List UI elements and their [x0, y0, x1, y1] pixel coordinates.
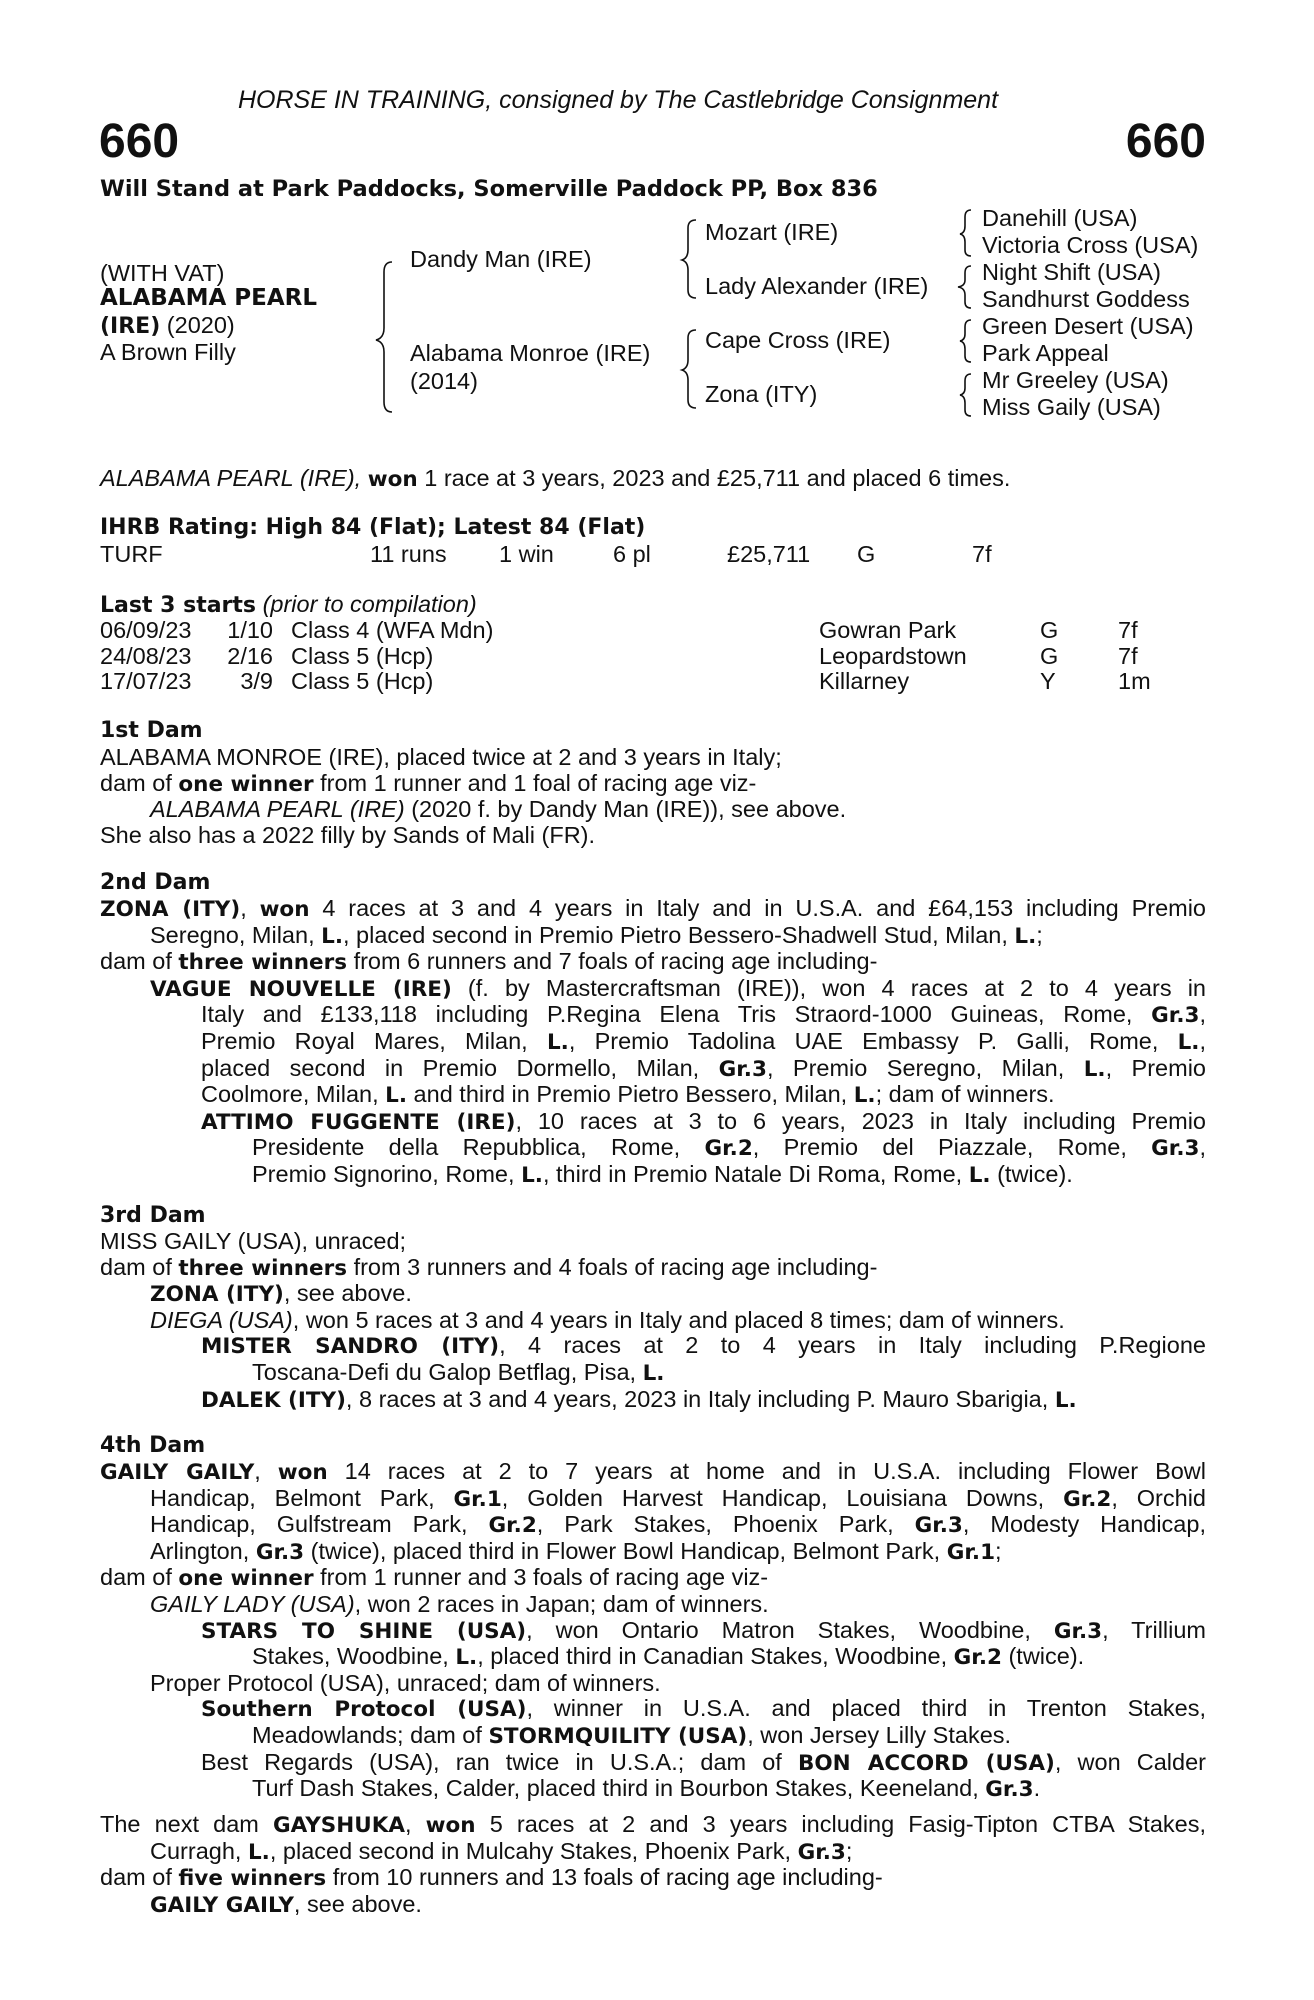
start-pos: 1/10 — [227, 617, 273, 643]
pedigree-gg3: Night Shift (USA) — [982, 259, 1161, 285]
fourth-dam-heading: 4th Dam — [100, 1433, 206, 1458]
rating-going: G — [857, 541, 876, 567]
first-dam-heading: 1st Dam — [100, 718, 203, 743]
pedigree-dam-dam: Zona (ITY) — [705, 381, 818, 407]
start-race: Class 5 (Hcp) — [291, 642, 434, 669]
rating-row — [0, 541, 1314, 569]
stand-location: Will Stand at Park Paddocks, Somerville Paddock PP, Box 836 — [100, 176, 878, 202]
rating-surface: TURF — [100, 541, 163, 567]
start-pos: 2/16 — [227, 642, 273, 669]
start-dist: 1m — [1118, 668, 1151, 694]
race-summary: ALABAMA PEARL (IRE), won 1 race at 3 years, 2023 and £25,711 and placed 6 times. — [100, 465, 1011, 492]
pedigree-gg2: Victoria Cross (USA) — [982, 232, 1199, 258]
third-dam-text: MISS GAILY (USA), unraced; dam of three winners from 3 runners and 4 foals of racing age including- ZONA (ITY), see above. DIEGA (USA), won 5 races at 3 and 4 years in Italy and placed 8 times; dam of winners. MISTER SANDRO (ITY), 4 races at 2 to 4 years in Italy including P.Regione Toscana-Defi du Galop Betflag, Pisa, L. DALEK (ITY), 8 races at 3 and 4 years, 2023 in Italy including P. Mauro Sbarigia, L. — [100, 1228, 1206, 1413]
start-course: Killarney — [819, 668, 910, 694]
pedigree-gg1: Danehill (USA) — [982, 205, 1138, 231]
start-date: 17/07/23 — [100, 668, 192, 694]
pedigree-sire-dam: Lady Alexander (IRE) — [705, 273, 929, 299]
horse-name-suffix: (IRE) (2020) — [100, 312, 235, 339]
pedigree-gg8: Miss Gaily (USA) — [982, 394, 1161, 420]
start-race: Class 4 (WFA Mdn) — [291, 617, 494, 643]
rating-distance: 7f — [972, 541, 992, 567]
rating-placed: 6 pl — [613, 541, 651, 567]
start-going: G — [1040, 642, 1059, 669]
pedigree-gg4: Sandhurst Goddess — [982, 286, 1190, 312]
start-row — [0, 617, 1314, 643]
start-dist: 7f — [1118, 617, 1138, 643]
start-race: Class 5 (Hcp) — [291, 668, 434, 694]
second-dam-heading: 2nd Dam — [100, 870, 211, 895]
next-dam-text: The next dam GAYSHUKA, won 5 races at 2 and 3 years including Fasig-Tipton CTBA Stakes, Curragh, L., placed second in Mulcahy Stakes, Phoenix Park, Gr.3; dam of five winners from 10 runners and 13 foals of racing age including- GAILY GAILY, see above. — [100, 1811, 1206, 1918]
last-starts-title: Last 3 starts (prior to compilation) — [100, 591, 477, 618]
consignment-line: HORSE IN TRAINING, consigned by The Castlebridge Consignment — [238, 86, 999, 114]
rating-earnings: £25,711 — [727, 541, 811, 567]
lot-number-left: 660 — [99, 115, 180, 168]
vat-note: (WITH VAT) — [100, 260, 225, 286]
second-dam-text: ZONA (ITY), won 4 races at 3 and 4 years in Italy and in U.S.A. and £64,153 including Premio Seregno, Milan, L., placed second in Premio Pietro Bessero-Shadwell Stud, Milan, L.; dam of three winners from 6 runners and 7 foals of racing age including- VAGUE NOUVELLE (IRE) (f. by Mastercraftsman (IRE)), won 4 races at 2 to 4 years in Italy and £133,118 including P.Regina Elena Tris Straord-1000 Guineas, Rome, Gr.3, Premio Royal Mares, Milan, L., Premio Tadolina UAE Embassy P. Galli, Rome, L., placed second in Premio Dormello, Milan, Gr.3, Premio Seregno, Milan, L., Premio Coolmore, Milan, L. and third in Premio Pietro Bessero, Milan, L.; dam of winners. ATTIMO FUGGENTE (IRE), 10 races at 3 to 6 years, 2023 in Italy including Premio Presidente della Repubblica, Rome, Gr.2, Premio del Piazzale, Rome, Gr.3, Premio Signorino, Rome, L., third in Premio Natale Di Roma, Rome, L. (twice). — [100, 895, 1207, 1188]
start-going: G — [1040, 617, 1059, 643]
start-pos: 3/9 — [240, 668, 273, 694]
rating-runs: 11 runs — [370, 541, 447, 567]
third-dam-heading: 3rd Dam — [100, 1203, 206, 1228]
horse-name: ALABAMA PEARL — [100, 285, 318, 311]
rating-title: IHRB Rating: High 84 (Flat); Latest 84 (Flat) — [100, 515, 646, 540]
start-date: 06/09/23 — [100, 617, 192, 643]
start-row — [0, 668, 1314, 694]
pedigree-gg6: Park Appeal — [982, 340, 1109, 366]
horse-description: A Brown Filly — [100, 339, 236, 365]
pedigree-gg7: Mr Greeley (USA) — [982, 367, 1169, 393]
pedigree-sire-sire: Mozart (IRE) — [705, 219, 839, 245]
pedigree-sire: Dandy Man (IRE) — [410, 246, 592, 272]
start-course: Gowran Park — [819, 617, 957, 643]
fourth-dam-text: GAILY GAILY, won 14 races at 2 to 7 years at home and in U.S.A. including Flower Bowl Handicap, Belmont Park, Gr.1, Golden Harvest Handicap, Louisiana Downs, Gr.2, Orchid Handicap, Gulfstream Park, Gr.2, Park Stakes, Phoenix Park, Gr.3, Modesty Handicap, Arlington, Gr.3 (twice), placed third in Flower Bowl Handicap, Belmont Park, Gr.1; dam of one winner from 1 runner and 3 foals of racing age viz- GAILY LADY (USA), won 2 races in Japan; dam of winners. STARS TO SHINE (USA), won Ontario Matron Stakes, Woodbine, Gr.3, Trillium Stakes, Woodbine, L., placed third in Canadian Stakes, Woodbine, Gr.2 (twice). Proper Protocol (USA), unraced; dam of winners. Southern Protocol (USA), winner in U.S.A. and placed third in Trenton Stakes, Meadowlands; dam of STORMQUILITY (USA), won Jersey Lilly Stakes. Best Regards (USA), ran twice in U.S.A.; dam of BON ACCORD (USA), won Calder Turf Dash Stakes, Calder, placed third in Bourbon Stakes, Keeneland, Gr.3. — [100, 1458, 1207, 1803]
start-going: Y — [1040, 668, 1056, 694]
start-course: Leopardstown — [819, 642, 967, 669]
start-date: 24/08/23 — [100, 642, 192, 669]
first-dam-text: ALABAMA MONROE (IRE), placed twice at 2 and 3 years in Italy; dam of one winner from 1 runner and 1 foal of racing age viz- ALABAMA PEARL (IRE) (2020 f. by Dandy Man (IRE)), see above. She also has a 2022 filly by Sands of Mali (FR). — [100, 744, 847, 848]
pedigree-gg5: Green Desert (USA) — [982, 313, 1194, 339]
pedigree-dam-sire: Cape Cross (IRE) — [705, 327, 891, 353]
rating-wins: 1 win — [499, 541, 554, 567]
pedigree-dam-year: (2014) — [410, 368, 478, 394]
lot-number-right: 660 — [1125, 115, 1206, 168]
start-row — [0, 643, 1314, 669]
pedigree-dam: Alabama Monroe (IRE) — [410, 340, 651, 366]
start-dist: 7f — [1118, 642, 1138, 669]
